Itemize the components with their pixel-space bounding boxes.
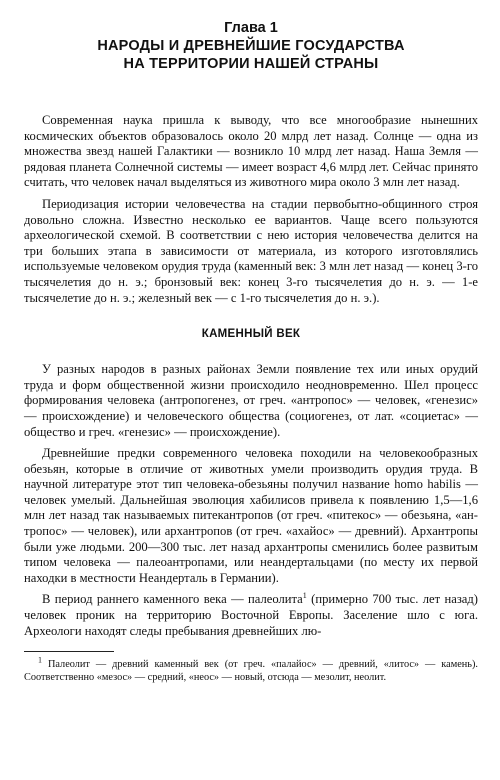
chapter-title-line-2: НА ТЕРРИТОРИИ НАШЕЙ СТРАНЫ bbox=[123, 56, 379, 72]
footnote bbox=[24, 655, 478, 684]
paragraph-ancestors: Древнейшие предки современного человека походили на человекообразных обезьян, которые в отличие от животных умели производить орудия труда. В научной литературе этот тип человека-обезьяны получил название homo habilis — человек умелый. Дальнейшая эволюция хабилисов привела к появлению 1,5—1,6 млн лет назад так называемых питекантропов (от греч. «питекос» — обезьяна, «антропос» — человек), или архантропов (от греч. «ахайос» — древний). Архантропы были уже людьми. 200—300 тыс. лет назад архантропы сменились более развитым типом человека — палеоантропами, или неандертальцами (по месту их первой находки в местности Неандерталь в Германии). bbox=[24, 446, 478, 585]
paragraph-paleolithic-start: В период раннего каменного века — палеолита bbox=[42, 592, 303, 607]
footnote-divider bbox=[24, 651, 114, 652]
paragraph-anthropogenesis: У разных народов в разных районах Земли появление тех или иных орудий труда и форм общественной жизни происходило неодновременно. Шел процесс формирования человека (антропогенез, от греч. «антропос» — человек, «генезис» — происхождение) и человеческого общества (социогенез, от лат. «социетас» — общество и греч. «генезис» — происхождение). bbox=[24, 362, 478, 439]
section-heading: КАМЕННЫЙ ВЕК bbox=[201, 328, 301, 341]
chapter-body bbox=[24, 113, 478, 639]
paragraph-periodization: Периодизация истории человечества на стадии первобытно-общинного строя довольно сложна. Известно несколько ее вариантов. Чаще всего пользуются археологической схемой. В соответствии с нею история человечества делится на три больших этапа в зависимости от материала, из которого изготовлялись используемые человеком орудия труда (каменный век: 3 млн лет назад — конец 3-го тысячелетия до н. э.; бронзовый век: конец 3-го тысячелетия до н. э. — 1-е тысячелетие до н. э.; железный век — с 1-го тысячелетия до н. э.). bbox=[24, 196, 478, 305]
paragraph-paleolithic-rest: (примерно 700 тыс. лет назад) человек проник на территорию Восточной Европы. Заселение шло с юга. Археологи находят следы пребывания древнейших лю- bbox=[24, 592, 478, 638]
chapter-title-line-1: НАРОДЫ И ДРЕВНЕЙШИЕ ГОСУДАРСТВА bbox=[97, 38, 405, 54]
paragraph-intro: Современная наука пришла к выводу, что все многообразие нынешних космических объектов образовалось около 20 млрд лет назад. Солнце — одна из множества звезд нашей Галактики — возникло 10 млрд лет назад. Наша Земля — рядовая планета Солнечной системы — имеет возраст 4,6 млрд лет. Сейчас принято считать, что человек начал выделяться из животного мира около 3 млн лет назад. bbox=[24, 113, 478, 190]
footnote-text: Палеолит — древний каменный век (от греч. «палайос» — древний, «литос» — камень). Соответственно «мезос» — средний, «неос» — новый, отсюда — мезолит, неолит. bbox=[24, 659, 478, 684]
footnote-reference: 1 bbox=[302, 591, 307, 601]
chapter-number: Глава 1 bbox=[224, 20, 278, 36]
footnote-mark: 1 bbox=[38, 655, 42, 665]
chapter-header bbox=[24, 20, 478, 73]
paragraph-paleolithic bbox=[24, 592, 478, 639]
